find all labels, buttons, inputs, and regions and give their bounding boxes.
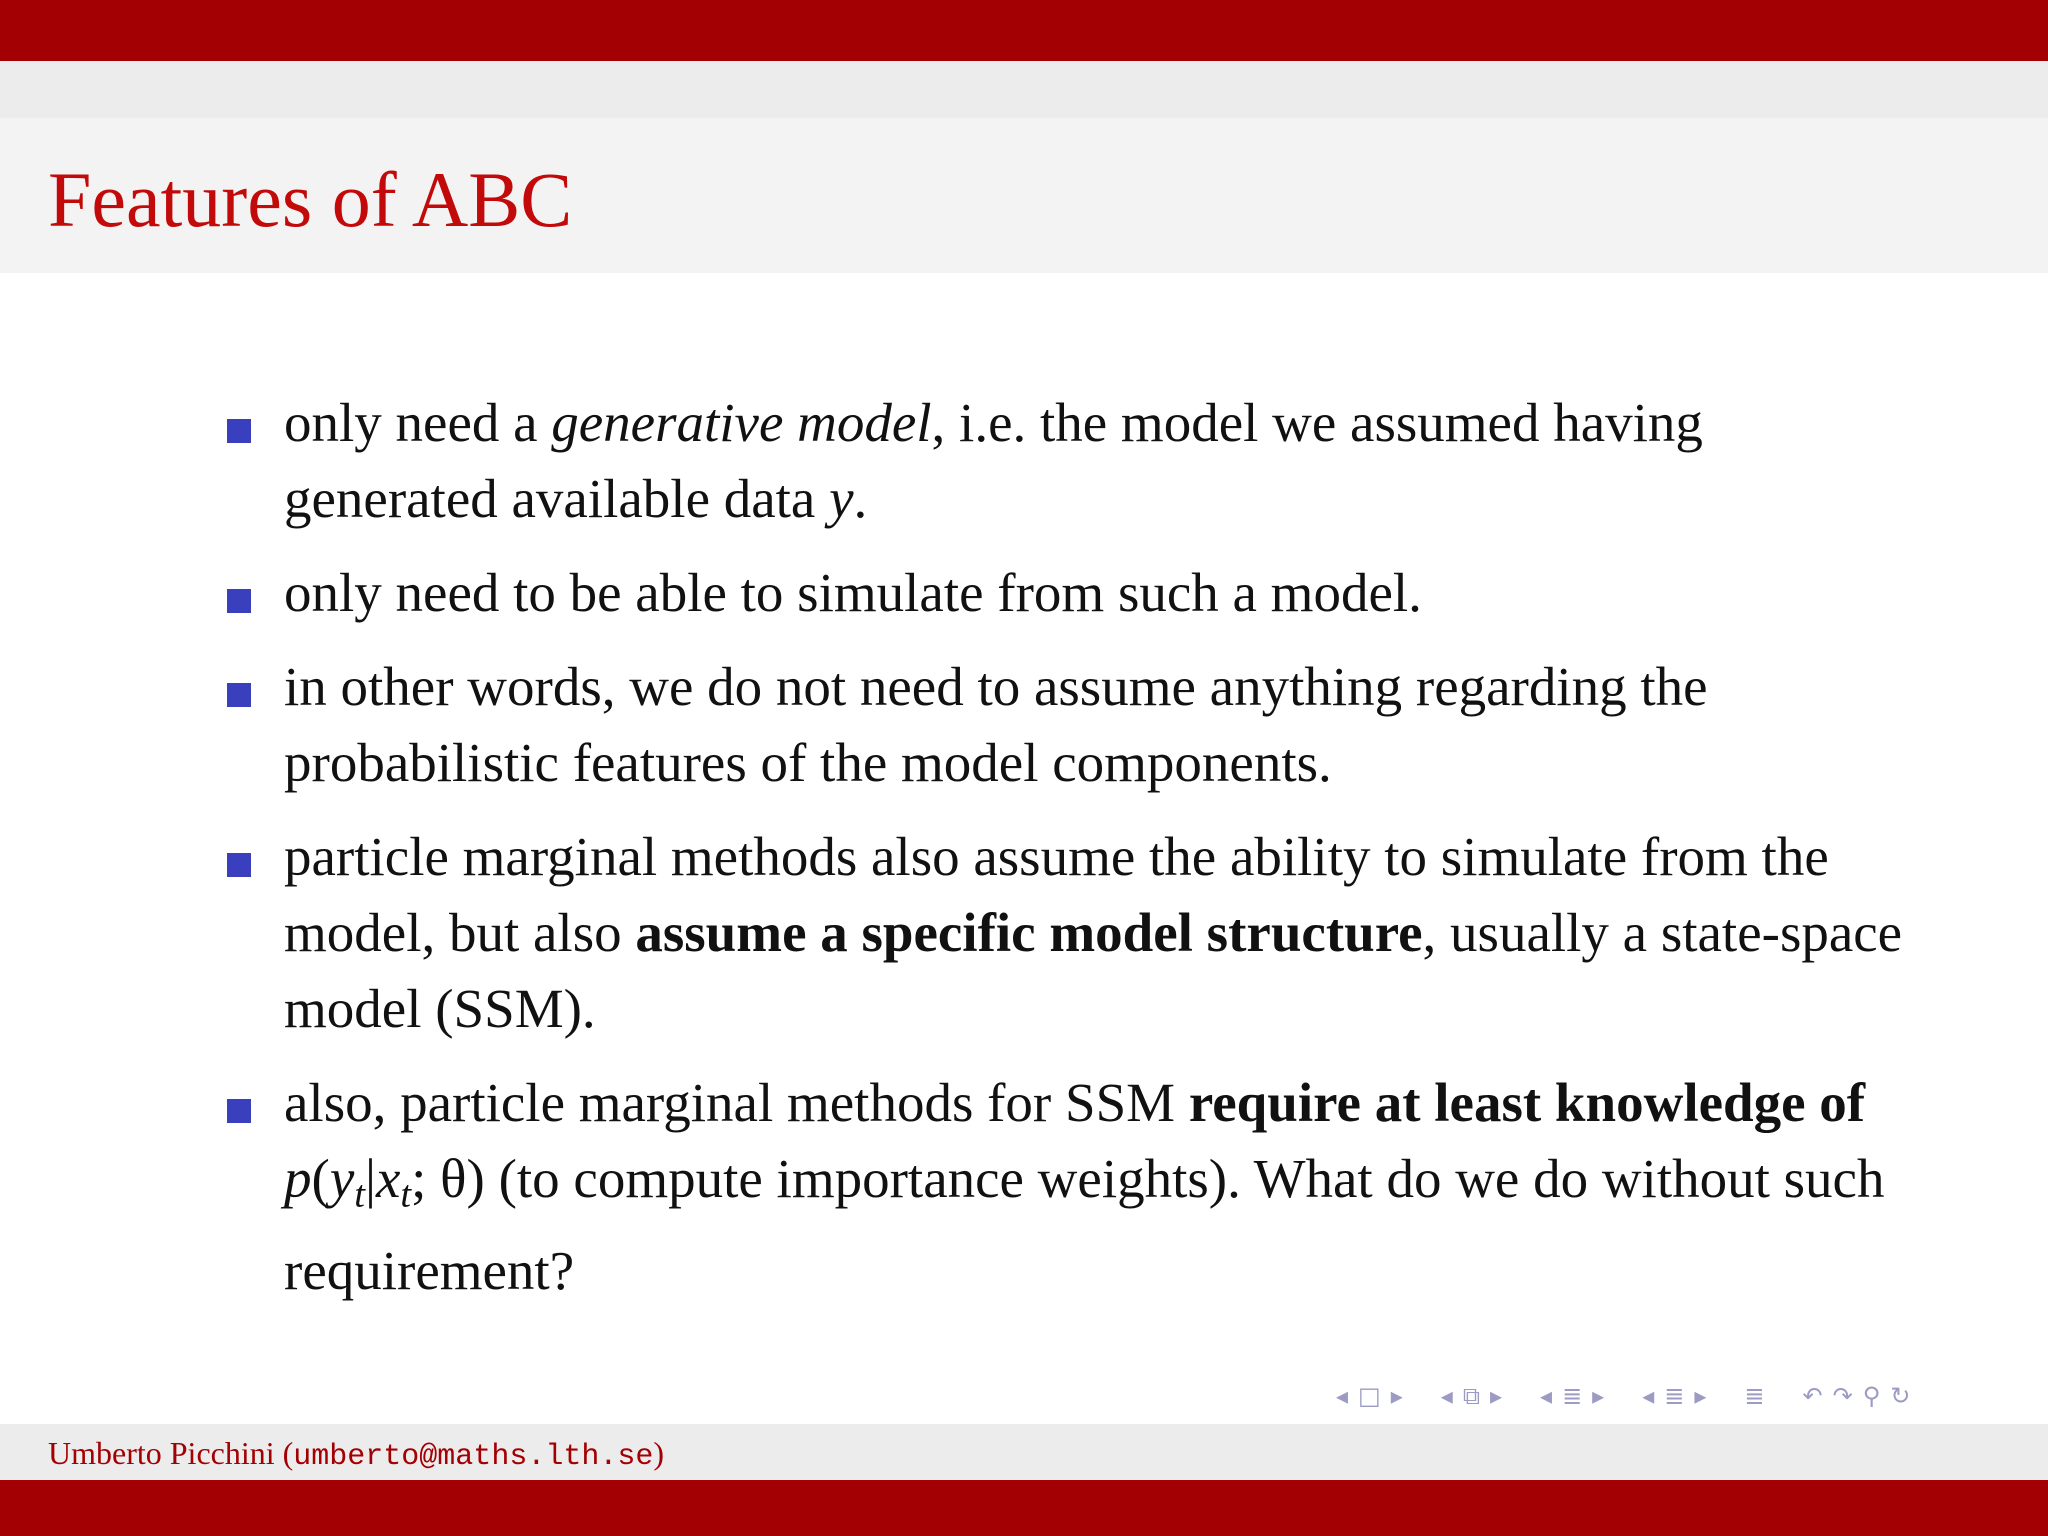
bullet-bold-text: assume a specific model structure <box>635 902 1423 963</box>
nav-prev-section-icon[interactable]: ◂ <box>1540 1382 1553 1410</box>
bullet-item-simulate <box>220 555 1920 631</box>
bullet-text: (to compute importance weights). What do we do without such requirement? <box>284 1148 1885 1301</box>
bottom-bar <box>0 1480 2048 1536</box>
nav-toc-icon[interactable]: ≣ <box>1744 1382 1765 1410</box>
bullet-item-particle-structure <box>220 819 1920 1047</box>
bullet-item-generative-model <box>220 385 1920 537</box>
nav-refresh-icon[interactable]: ↻ <box>1890 1382 1911 1410</box>
footer <box>48 1434 664 1476</box>
bullet-square-icon <box>227 419 251 443</box>
math-subscript: t <box>400 1173 412 1216</box>
bullet-item-particle-knowledge <box>220 1065 1920 1309</box>
nav-next-frame-icon[interactable]: ▸ <box>1390 1382 1403 1410</box>
math-theta: θ <box>440 1148 467 1209</box>
nav-next-part-icon[interactable]: ▸ <box>1694 1382 1707 1410</box>
bullet-emphasis: generative model <box>551 392 932 453</box>
math-variable: y <box>829 468 854 529</box>
slide-content <box>220 385 1920 1327</box>
footer-open-paren: ( <box>282 1435 294 1471</box>
bullet-list <box>220 385 1920 1309</box>
nav-forward-icon[interactable]: ↷ <box>1832 1382 1853 1410</box>
bullet-square-icon <box>227 1099 251 1123</box>
math-y: y <box>329 1148 355 1209</box>
footer-email: umberto@maths.lth.se <box>293 1440 654 1474</box>
nav-frame-icon[interactable]: □ <box>1358 1382 1381 1410</box>
math-p: p <box>284 1148 312 1209</box>
bullet-text: , usually a state-space model (SSM). <box>284 902 1903 1039</box>
top-bar <box>0 0 2048 61</box>
footer-close-paren: ) <box>653 1435 664 1471</box>
math-subscript: t <box>354 1173 365 1216</box>
bullet-square-icon <box>227 683 251 707</box>
nav-search-icon[interactable]: ⚲ <box>1862 1382 1881 1410</box>
bullet-text: . <box>853 468 868 529</box>
bullet-text: , i.e. the model we assumed having generated available data <box>284 392 1703 529</box>
nav-prev-subsection-icon[interactable]: ◂ <box>1440 1382 1453 1410</box>
nav-back-icon[interactable]: ↶ <box>1802 1382 1823 1410</box>
nav-next-subsection-icon[interactable]: ▸ <box>1489 1382 1503 1410</box>
bullet-square-icon <box>227 853 251 877</box>
bullet-text: only need to be able to simulate from such a model. <box>284 562 1422 623</box>
math-x: x <box>375 1148 401 1209</box>
beamer-navigation <box>1336 1378 2028 1414</box>
bullet-text: in other words, we do not need to assume anything regarding the probabilistic features of the model components. <box>284 656 1708 793</box>
likelihood-formula: $p(y_t|x_t$; θ) <box>284 1148 485 1216</box>
slide-title: Features of ABC <box>48 156 573 243</box>
nav-section-icon[interactable]: ≣ <box>1562 1382 1583 1410</box>
nav-prev-frame-icon[interactable]: ◂ <box>1336 1382 1349 1410</box>
footer-author: Umberto Picchini <box>48 1435 275 1471</box>
bullet-text: particle marginal methods also assume the ability to simulate from the model, but also <box>284 826 1829 963</box>
nav-subsection-icon[interactable]: ⧉ <box>1462 1382 1480 1410</box>
nav-next-section-icon[interactable]: ▸ <box>1592 1382 1605 1410</box>
nav-prev-part-icon[interactable]: ◂ <box>1642 1382 1655 1410</box>
bullet-text: only need a <box>284 392 552 453</box>
bullet-item-no-assumptions <box>220 649 1920 801</box>
bullet-text: also, particle marginal methods for SSM <box>284 1072 1189 1133</box>
nav-part-icon[interactable]: ≣ <box>1664 1382 1685 1410</box>
bullet-bold-text: require at least knowledge of <box>1188 1072 1866 1133</box>
header-band <box>0 61 2048 118</box>
bullet-square-icon <box>227 589 251 613</box>
